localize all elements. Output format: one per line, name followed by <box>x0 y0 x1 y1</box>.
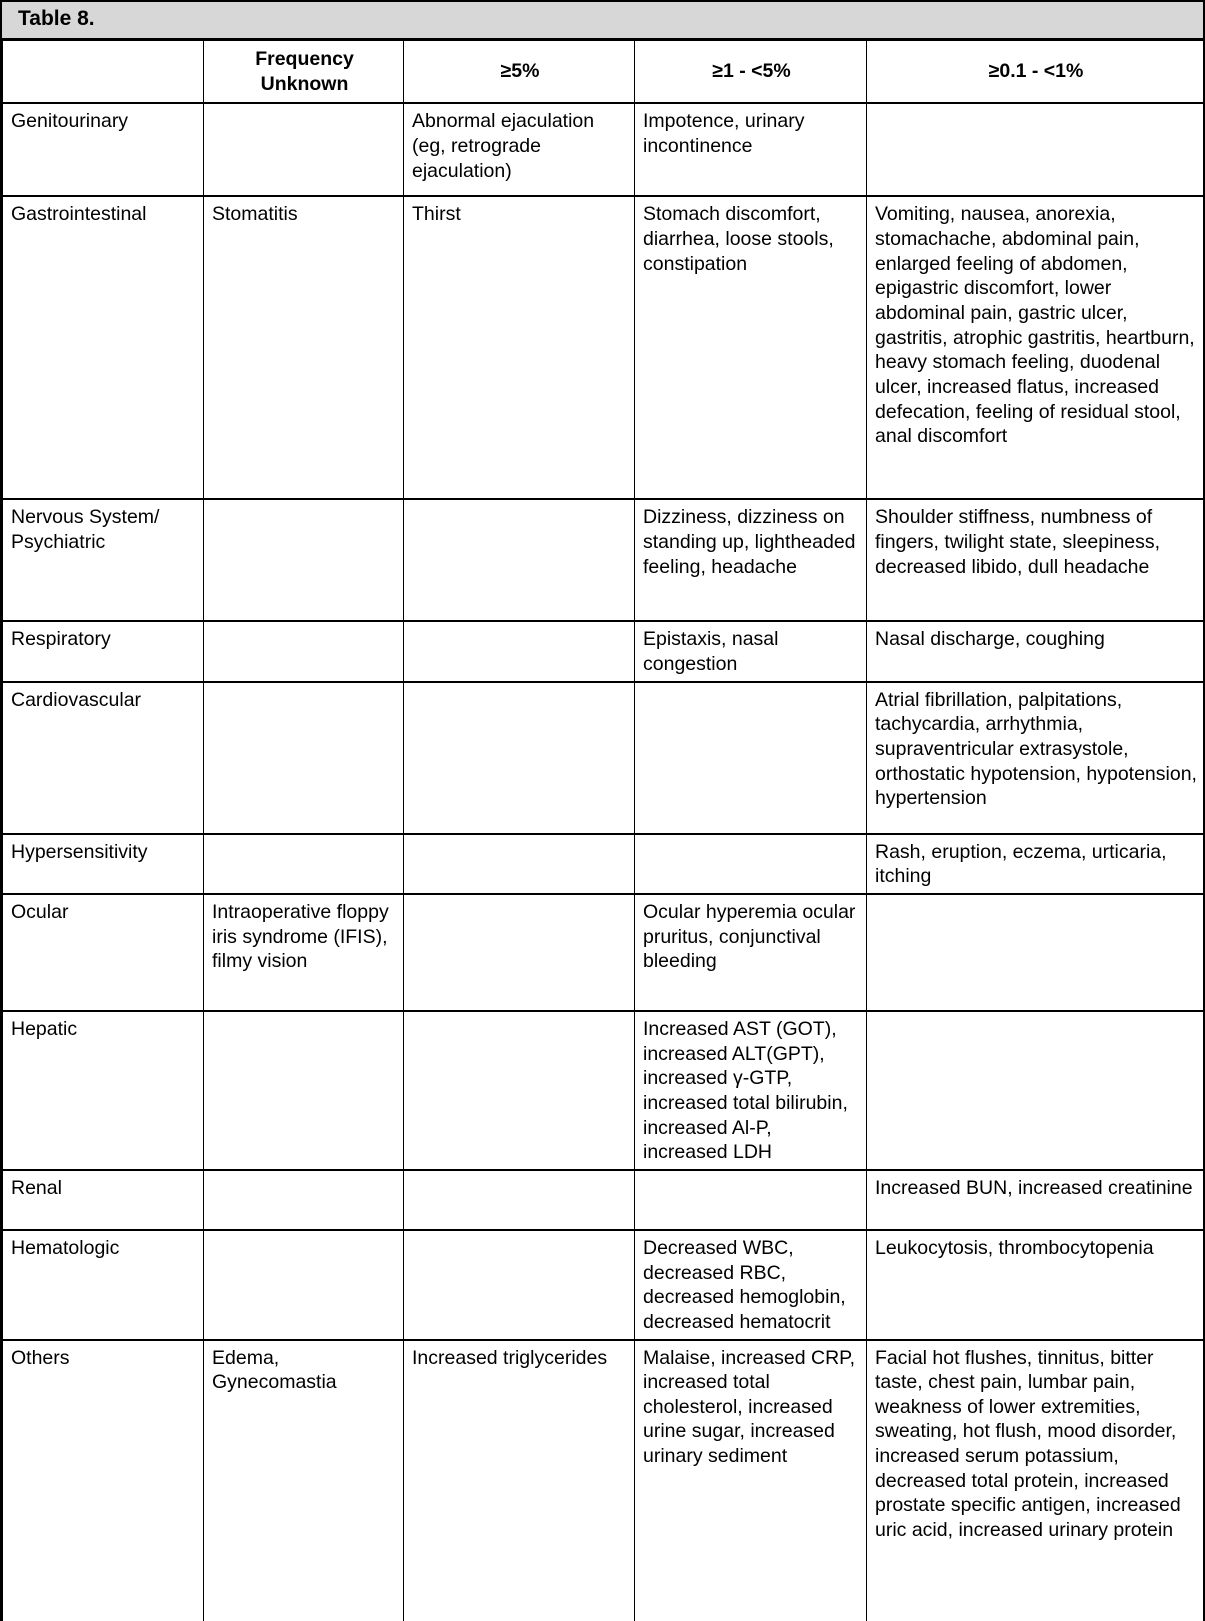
cell-system: Nervous System/ Psychiatric <box>3 499 204 621</box>
cell-ge-5-percent <box>404 1170 635 1230</box>
cell-ge-01-lt-1-percent: Facial hot flushes, tinnitus, bitter taste, chest pain, lumbar pain, weakness of lower extremities, sweating, hot flush, mood disorder, increased serum potassium, decreased total protein, increased prostate specific antigen, increased uric acid, increased urinary protein <box>867 1340 1204 1621</box>
cell-frequency-unknown <box>204 682 404 834</box>
column-header-ge-01-lt-1-percent: ≥0.1 - <1% <box>867 41 1204 104</box>
cell-ge-5-percent: Abnormal ejaculation (eg, retrograde ejaculation) <box>404 103 635 196</box>
cell-ge-01-lt-1-percent <box>867 894 1204 1011</box>
cell-ge-01-lt-1-percent: Rash, eruption, eczema, urticaria, itching <box>867 834 1204 894</box>
table-row <box>3 1340 1204 1621</box>
cell-ge-5-percent <box>404 1230 635 1340</box>
cell-ge-1-lt-5-percent: Ocular hyperemia ocular pruritus, conjunctival bleeding <box>635 894 867 1011</box>
table-row <box>3 1230 1204 1340</box>
cell-ge-1-lt-5-percent <box>635 682 867 834</box>
cell-ge-01-lt-1-percent: Leukocytosis, thrombocytopenia <box>867 1230 1204 1340</box>
cell-ge-01-lt-1-percent <box>867 1011 1204 1170</box>
column-header-frequency-unknown-line2: Unknown <box>260 72 349 95</box>
cell-ge-01-lt-1-percent: Shoulder stiffness, numbness of fingers, twilight state, sleepiness, decreased libido, dull headache <box>867 499 1204 621</box>
column-header-ge-1-lt-5-percent: ≥1 - <5% <box>635 41 867 104</box>
table-row <box>3 621 1204 681</box>
cell-ge-5-percent: Thirst <box>404 196 635 499</box>
cell-frequency-unknown: Stomatitis <box>204 196 404 499</box>
cell-system: Gastrointestinal <box>3 196 204 499</box>
cell-system: Genitourinary <box>3 103 204 196</box>
cell-system: Ocular <box>3 894 204 1011</box>
column-header-frequency-unknown-line1: Frequency <box>255 48 354 70</box>
cell-ge-1-lt-5-percent: Increased AST (GOT), increased ALT(GPT), increased γ-GTP, increased total bilirubin, increased Al-P, increased LDH <box>635 1011 867 1170</box>
cell-frequency-unknown <box>204 1011 404 1170</box>
cell-system: Cardiovascular <box>3 682 204 834</box>
cell-frequency-unknown <box>204 1230 404 1340</box>
cell-ge-1-lt-5-percent: Impotence, urinary incontinence <box>635 103 867 196</box>
cell-system: Hematologic <box>3 1230 204 1340</box>
cell-ge-1-lt-5-percent: Decreased WBC, decreased RBC, decreased hemoglobin, decreased hematocrit <box>635 1230 867 1340</box>
cell-ge-1-lt-5-percent: Epistaxis, nasal congestion <box>635 621 867 681</box>
table-row <box>3 103 1204 196</box>
table-row <box>3 834 1204 894</box>
cell-ge-1-lt-5-percent: Stomach discomfort, diarrhea, loose stools, constipation <box>635 196 867 499</box>
cell-ge-1-lt-5-percent <box>635 1170 867 1230</box>
cell-frequency-unknown <box>204 103 404 196</box>
cell-ge-5-percent <box>404 682 635 834</box>
table-row <box>3 894 1204 1011</box>
cell-ge-5-percent: Increased triglycerides <box>404 1340 635 1621</box>
cell-frequency-unknown: Edema, Gynecomastia <box>204 1340 404 1621</box>
column-header-frequency-unknown <box>204 41 404 104</box>
cell-ge-5-percent <box>404 499 635 621</box>
cell-system: Renal <box>3 1170 204 1230</box>
table-row <box>3 1170 1204 1230</box>
cell-ge-1-lt-5-percent: Malaise, increased CRP, increased total cholesterol, increased urine sugar, increased urinary sediment <box>635 1340 867 1621</box>
cell-ge-01-lt-1-percent: Increased BUN, increased creatinine <box>867 1170 1204 1230</box>
column-header-ge-5-percent: ≥5% <box>404 41 635 104</box>
adverse-reactions-table <box>2 40 1204 1621</box>
table-row <box>3 682 1204 834</box>
cell-ge-1-lt-5-percent <box>635 834 867 894</box>
table-caption: Table 8. <box>2 2 1203 40</box>
header-row <box>3 41 1204 104</box>
cell-frequency-unknown <box>204 834 404 894</box>
cell-frequency-unknown <box>204 621 404 681</box>
cell-system: Respiratory <box>3 621 204 681</box>
table-row <box>3 499 1204 621</box>
table-body <box>3 103 1204 1620</box>
cell-ge-5-percent <box>404 834 635 894</box>
cell-ge-01-lt-1-percent: Vomiting, nausea, anorexia, stomachache, abdominal pain, enlarged feeling of abdomen, epigastric discomfort, lower abdominal pain, gastric ulcer, gastritis, atrophic gastritis, heartburn, heavy stomach feeling, duodenal ulcer, increased flatus, increased defecation, feeling of residual stool, anal discomfort <box>867 196 1204 499</box>
table-row <box>3 196 1204 499</box>
cell-system: Hepatic <box>3 1011 204 1170</box>
cell-system: Others <box>3 1340 204 1621</box>
table-header <box>3 41 1204 104</box>
cell-frequency-unknown: Intraoperative floppy iris syndrome (IFIS), filmy vision <box>204 894 404 1011</box>
cell-ge-5-percent <box>404 621 635 681</box>
cell-ge-5-percent <box>404 1011 635 1170</box>
cell-ge-01-lt-1-percent: Nasal discharge, coughing <box>867 621 1204 681</box>
cell-ge-5-percent <box>404 894 635 1011</box>
cell-ge-01-lt-1-percent <box>867 103 1204 196</box>
cell-system: Hypersensitivity <box>3 834 204 894</box>
cell-ge-01-lt-1-percent: Atrial fibrillation, palpitations, tachycardia, arrhythmia, supraventricular extrasystole, orthostatic hypotension, hypotension, hypertension <box>867 682 1204 834</box>
cell-ge-1-lt-5-percent: Dizziness, dizziness on standing up, lightheaded feeling, headache <box>635 499 867 621</box>
cell-frequency-unknown <box>204 499 404 621</box>
column-header-system <box>3 41 204 104</box>
cell-frequency-unknown <box>204 1170 404 1230</box>
table-row <box>3 1011 1204 1170</box>
